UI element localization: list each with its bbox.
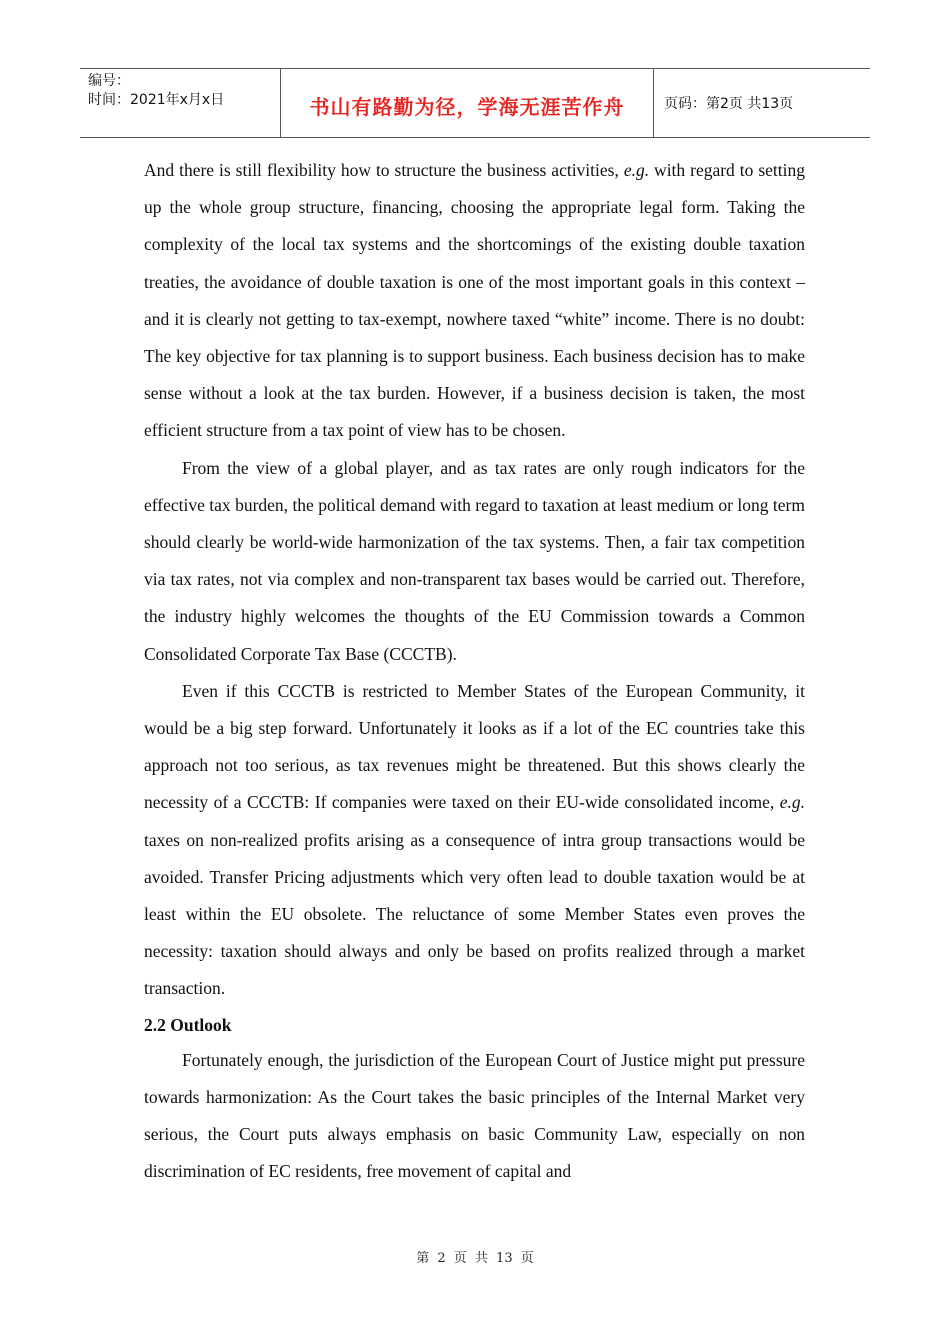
section-heading: 2.2 Outlook (144, 1014, 232, 1035)
header-left-cell (80, 69, 281, 137)
page-header (80, 68, 870, 138)
header-right-cell (654, 69, 870, 137)
paragraph-1-emphasis: e.g. (623, 160, 650, 180)
paragraph-1-text-a: And there is still flexibility how to structure the business activities, (144, 160, 624, 180)
header-page-label: 页码：第2页 共13页 (664, 96, 794, 112)
document-body (144, 152, 805, 1190)
paragraph-3-emphasis: e.g. (779, 792, 805, 813)
document-number-label: 编号： (88, 73, 130, 89)
paragraph-4: Fortunately enough, the jurisdiction of the European Court of Justice might put pressure towards harmonization: As the Court takes the basic principles of the Internal Market very serious, the Court puts always emphasis on basic Community Law, especially on non discrimination of EC residents, free movement of capital and (144, 1049, 805, 1182)
paragraph-2: From the view of a global player, and as tax rates are only rough indicators for the effective tax burden, the political demand with regard to taxation at least medium or long term should clearly be world-wide harmonization of the tax systems. Then, a fair tax competition via tax rates, not via complex and non-transparent tax bases would be carried out. Therefore, the industry highly welcomes the thoughts of the EU Commission towards a Common Consolidated Corporate Tax Base (CCCTB). (144, 457, 805, 664)
page-footer: 第 2 页 共 13 页 (416, 1251, 534, 1266)
paragraph-1 (144, 152, 805, 450)
paragraph-3 (144, 673, 805, 1008)
paragraph-3-text-b: taxes on non-realized profits arising as a consequence of intra group transactions would be avoided. Transfer Pricing adjustments which very often lead to double taxation would be at least within the EU obsolete. The reluctance of some Member States even proves the necessity: taxation should always and only be based on profits realized through a market transaction. (144, 829, 805, 999)
document-date-label: 时间：2021年x月x日 (88, 92, 225, 108)
header-motto: 书山有路勤为径，学海无涯苦作舟 (309, 95, 625, 119)
paragraph-3-text-a: Even if this CCCTB is restricted to Member States of the European Community, it would be a big step forward. Unfortunately it looks as if a lot of the EC countries take this approach not too serious, as tax revenues might be threatened. But this shows clearly the necessity of a CCCTB: If companies were taxed on their EU-wide consolidated income, (144, 680, 805, 813)
header-middle-cell (281, 69, 654, 137)
paragraph-1-text-b: with regard to setting up the whole group structure, financing, choosing the appropriate legal form. Taking the complexity of the local tax systems and the shortcomings of the existing double taxation treaties, the avoidance of double taxation is one of the most important goals in this context – and it is clearly not getting to tax-exempt, nowhere taxed “white” income. There is no doubt: The key objective for tax planning is to support business. Each business decision has to make sense without a look at the tax burden. However, if a business decision is taken, the most efficient structure from a tax point of view has to be chosen. (144, 160, 806, 441)
